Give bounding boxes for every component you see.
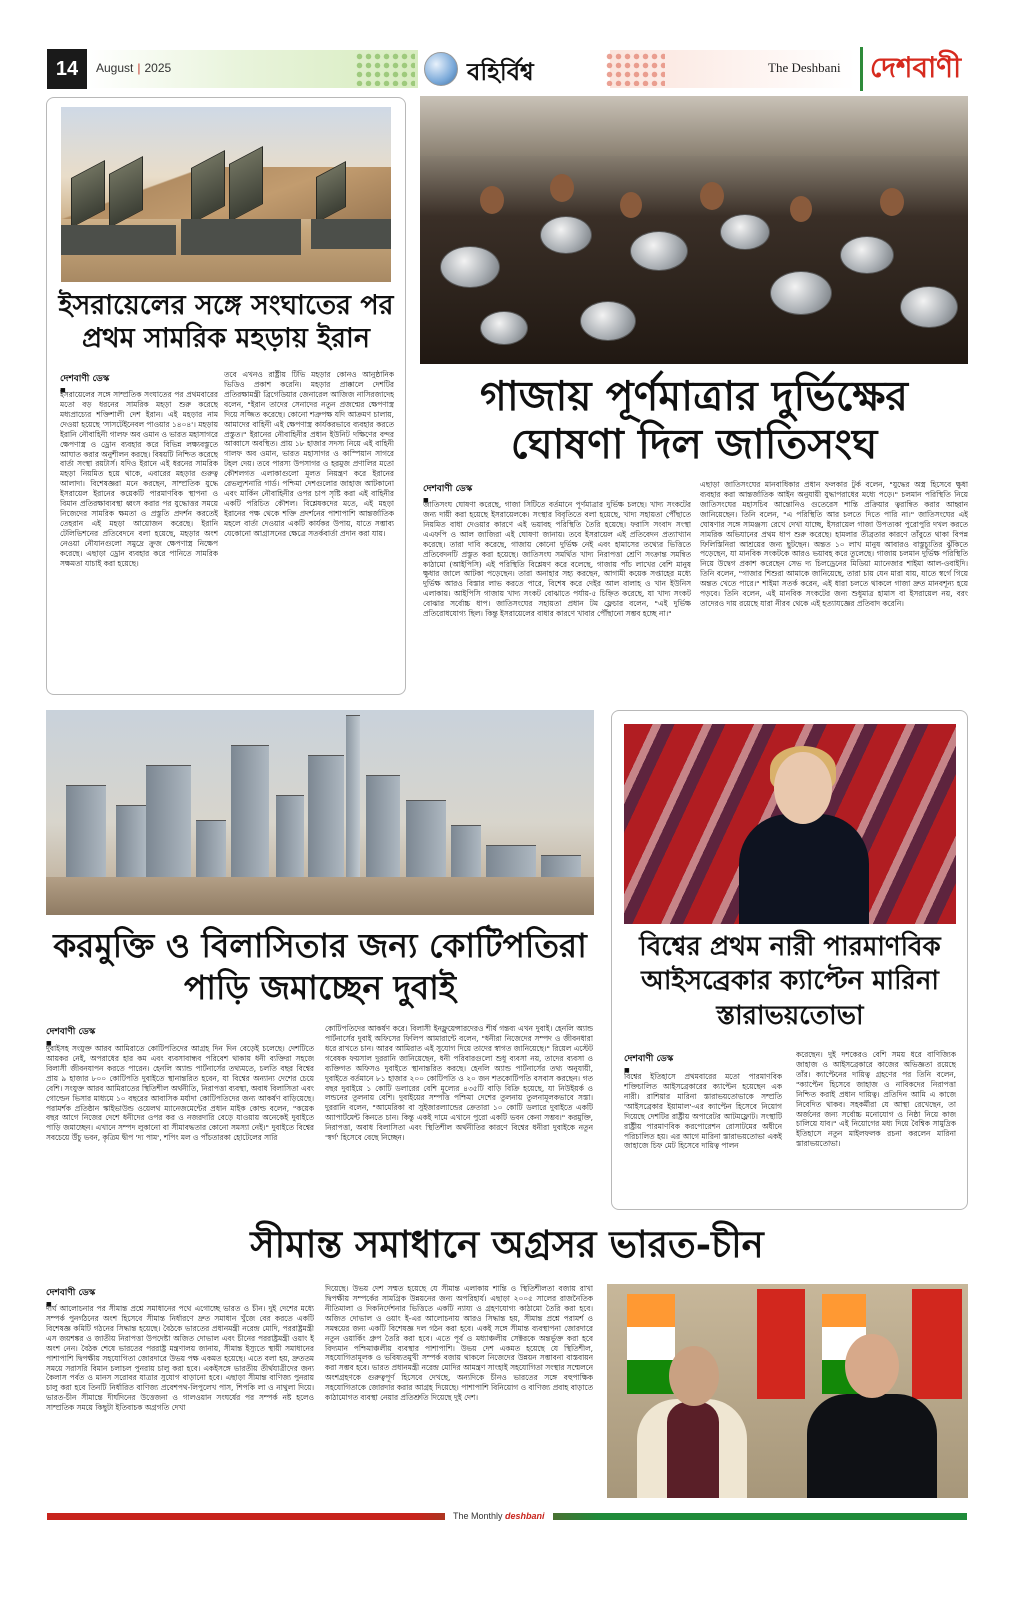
header-dots-left: [355, 52, 415, 86]
iran-headline-line2: প্রথম সামরিক মহড়ায় ইরান: [82, 322, 370, 354]
marina-headline: [615, 930, 965, 1033]
marina-column-1: বিশ্বের ইতিহাসে প্রথমবারের মতো পারমাণবিক শক্তিচালিত আইসব্রেকারের ক্যাপ্টেন হয়েছেন এক নারী। রাশিয়ার মারিনা স্তারাভয়তোভাকে সম্প্রতি 'আইসব্রেকার ইয়ামাল'-এর ক্যাপ্টেন হিসেবে নিয়োগ দিয়েছে দেশটির রাষ্ট্রীয় অপারেটর আটমফ্লোট। সংস্থাটি রাষ্ট্রীয় পারমাণবিক করপোরেশন রোসাটমের অধীনে পরিচালিত হয়। এর আগে মারিনা স্তারাভয়তোভা একই জাহাজে চিফ মেট হিসেবে দায়িত্ব পালন: [624, 1072, 782, 1151]
dubai-skyline-photo: [46, 710, 594, 915]
india-china-headline: সীমান্ত সমাধানে অগ্রসর ভারত-চীন: [250, 1222, 764, 1266]
iran-column-1: ইসরায়েলের সঙ্গে সাম্প্রতিক সংঘাতের পর প্রথমবারের মতো বড় ধরনের সামরিক মহড়া শুরু করেছে মধ্যপ্রাচ্যের শক্তিশালী দেশ ইরান। এই মহড়ার নাম দেওয়া হয়েছে 'সাসটেইনেবল পাওয়ার ১৪০৪'। মহড়ায় ইরানি নৌবাহিনী গালফ অব ওমান ও ভারত মহাসাগরে ক্ষেপণাস্ত্র ও ড্রোন ব্যবহার করে বিভিন্ন লক্ষ্যবস্তুতে আঘাত করার অনুশীলন করছে। বিষয়টি নিশ্চিত করেছে বার্তা সংস্থা রয়টার্স। যদিও ইরানে এই ধরনের সামরিক মহড়া নিয়মিত হয়ে থাকে, এবারের মহড়ার গুরুত্ব আলাদা। বিশেষজ্ঞরা মনে করছেন, সাম্প্রতিক যুদ্ধে ইসরায়েল ইরানের কয়েকটি পারমাণবিক স্থাপনা ও বিমান প্রতিরক্ষাব্যবস্থা ধ্বংস করার পর যুদ্ধোত্তর সময়ে নিজেদের সামরিক ক্ষমতা ও প্রস্তুতি প্রদর্শন করতেই তেহরান এই মহড়া আয়োজন করেছে। ইরানি টেলিভিশনের প্রতিবেদনে বলা হয়েছে, মহড়ার অংশ নেওয়া নৌযানগুলো সমুদ্রে ক্রুজ ক্ষেপণাস্ত্র নিক্ষেপ করেছে। এছাড়া ড্রোন ব্যবহার করে পানিতে সামরিক সক্ষমতা যাচাই করা হয়েছে।: [60, 390, 218, 568]
footer-prefix: The Monthly: [453, 1511, 503, 1521]
gaza-column-2: এছাড়া জাতিসংঘের মানবাধিকার প্রধান ফলকার টুর্ক বলেন, "যুদ্ধের অস্ত্র হিসেবে ক্ষুধা ব্যবহার করা আন্তর্জাতিক আইন অনুযায়ী যুদ্ধাপরাধের মধ্যে পড়ে।" চলমান পরিস্থিতি নিয়ে জাতিসংঘের মহাসচিব আন্তোনিও গুতেরেস শান্তি প্রক্রিয়ার ত্বরান্বিত করার আহ্বান জানিয়েছেন। তিনি বলেন, "এ পরিস্থিতি আর চলতে দিতে পারি না।" জাতিসংঘের এই ঘোষণার সঙ্গে সামঞ্জস্য রেখে দেখা যাচ্ছে, ইসরায়েল গাজা উপত্যকা পুরোপুরি দখল করতে সামরিক অভিযানের প্রথম ধাপ শুরু করেছে। হামলার তীব্রতার কারণে তাঁবুতে থাকা বিপন্ন ফিলিস্তিনিরা আশ্রয়ের জন্য ছুটছেন। অন্তত ১০ লাখ মানুষ আবারও বাস্তুচ্যুতির ঝুঁকিতে পড়েছেন, যা মানবিক সংকটকে আরও ভয়াবহ করে তুলেছে। গাজায় চলমান দুর্ভিক্ষ পরিস্থিতি নিয়ে উদ্বেগ প্রকাশ করেছেন সেভ দ্য চিলড্রেনের মিডিয়া ম্যানেজার শাইমা আল-ওবাইদি। তিনি বলেন, "গাজার শিশুরা আমাকে জানিয়েছে, তারা চায় যেন মারা যায়, যাতে স্বর্গে গিয়ে অন্তত খেতে পারে।" শাইমা সতর্ক করেন, এই ধারা চলতে থাকলে গাজা দ্রুত মানবশূন্য হয়ে পড়বে। তিনি বলেন, এই মানবিক সংকটের জন্য শুধুমাত্র হামাস বা ইসরায়েল নয়, বরং তাদেরও দায় রয়েছে যারা নীরব থেকে এই হত্যাযজ্ঞের প্রতিবাদ করেনি।: [700, 480, 968, 609]
leaders-photo: [607, 1284, 968, 1498]
iran-headline-line1: ইসরায়েলের সঙ্গে সংঘাতের পর: [58, 290, 394, 321]
issue-month: August: [96, 61, 134, 75]
iran-byline: দেশবাণী ডেস্ক ■: [60, 371, 109, 394]
globe-icon: [424, 52, 458, 86]
india-china-byline: দেশবাণী ডেস্ক ■: [46, 1285, 95, 1308]
page-number: 14: [47, 49, 87, 89]
dubai-column-2: কোটিপতিদের আকর্ষণ করে। বিলাসী ইনফ্লুয়েন্সারদেরও শীর্ষ গন্তব্য এখন দুবাই। হেনলি অ্যান্ড পার্টনার্সের দুবাই অফিসের ফিলিপ আমারান্টে বলেন, "ধনীরা নিজেদের সম্পদ ও জীবনধারা ধরে রাখতে চান। আরব আমিরাত এই সুযোগ দিয়ে তাদের স্বাগত জানিয়েছে।" রিয়েল এস্টেট গবেষক ফয়সাল দুররানি জানিয়েছেন, ধনী পরিবারগুলো শুধু ব্যবসা নয়, তাদের ব্যবসা ও ব্যক্তিগত অফিসও দুবাইতে স্থানান্তরিত করছে। হেনলি অ্যান্ড পার্টনার্সের তথ্য অনুযায়ী, দুবাইতে বর্তমানে ৮১ হাজার ২০০ কোটিপতি ও ২০ জন শতকোটিপতি বসবাস করছেন। গত বছর দুবাইয়ে ১ কোটি ডলারের বেশি মূল্যের ৪৩৫টি বাড়ি বিক্রি হয়েছে, যা নিউইয়র্ক ও লন্ডনের তুলনায় বেশি। দুবাইয়ের সম্পত্তি পশ্চিমা দেশের তুলনায় তুলনামূলকভাবে সস্তা। দুররানি বলেন, "আমেরিকা বা সুইজারল্যান্ডের ক্রেতারা ১০ কোটি ডলারে দুবাইতে একটি অ্যাপার্টমেন্ট কিনতে চান। কিন্তু একই দামে এখানে পুরো একটি ভবন কেনা সম্ভব।" করমুক্তি, নিরাপত্তা, অবাধ বিলাসিতা এবং স্থিতিশীল অর্থনীতির কারণে বিশ্বের ধনীরা দুবাইকে নতুন 'স্বর্গ' হিসেবে বেছে নিচ্ছেন।: [325, 1024, 593, 1143]
brand-english: The Deshbani: [768, 60, 841, 75]
section-title: বহির্বিশ্ব: [467, 57, 534, 86]
dubai-byline: দেশবাণী ডেস্ক ■: [46, 1024, 95, 1047]
iran-column-2: তবে এখনও রাষ্ট্রীয় টিভি মহড়ার কোনও আনুষ্ঠানিক ভিডিও প্রকাশ করেনি। মহড়ার প্রাক্কালে দেশটির প্রতিরক্ষামন্ত্রী ব্রিগেডিয়ার জেনারেল আজিজ নাসিরজাদেহ বলেন, "ইরান তাদের সেনাদের নতুন প্রজন্মের ক্ষেপণাস্ত্র দিয়ে সজ্জিত করেছে। কোনো শত্রুপক্ষ যদি আক্রমণ চালায়, আমাদের বাহিনী এই ক্ষেপণাস্ত্র কার্যকরভাবে ব্যবহার করতে প্রস্তুত।" ইরানের নৌবাহিনীর প্রধান ইউনিট দক্ষিণের বন্দর আব্বাসে অবস্থিত। প্রায় ১৮ হাজার সদস্য নিয়ে এই বাহিনী গালফ অব ওমান, ভারত মহাসাগর ও কাস্পিয়ান সাগরে টহল দেয়। তবে পারস্য উপসাগর ও হরমুজ প্রণালির মতো কৌশলগত এলাকাগুলো মূলত নিয়ন্ত্রণ করে ইরানের রেভল্যুশনারি গার্ড। পশ্চিমা দেশগুলোর জাহাজ আটকানো এবং মার্কিন নৌবাহিনীর ওপর চাপ সৃষ্টি করা এই বাহিনীর একটি পরিচিত কৌশল। বিশ্লেষকদের মতে, এই মহড়া ইরানের পক্ষ থেকে শক্তি প্রদর্শনের পাশাপাশি আন্তর্জাতিক মহলে বার্তা দেওয়ার একটি কার্যকর উপায়, যাতে সম্ভাব্য যেকোনো আগ্রাসনের ক্ষেত্রে সতর্কবার্তা প্রদান করা যায়।: [224, 370, 394, 538]
gaza-column-1: জাতিসংঘ ঘোষণা করেছে, গাজা সিটিতে বর্তমানে পূর্ণমাত্রার দুর্ভিক্ষ চলছে। খাদ্য সংকটের জন্য দায়ী করা হয়েছে ইসরায়েলকে। সংস্থার বিবৃতিতে বলা হয়েছে, খাদ্য সহায়তা পৌঁছাতে নিয়মিত বাধা দেওয়ার কারণে এই ভয়াবহ পরিস্থিতি তৈরি হয়েছে। ফরাসি সংবাদ সংস্থা এএফপি ও আল জাজিরা এই ঘোষণা জানায়। তবে ইসরায়েল এই প্রতিবেদন প্রত্যাখ্যান করেছে। তারা দাবি করেছে, গাজায় কোনো দুর্ভিক্ষ নেই এবং হামাসের তথ্যের ভিত্তিতে প্রতিবেদনটি প্রস্তুত করা হয়েছে। জাতিসংঘ সমর্থিত খাদ্য নিরাপত্তা শ্রেণি সংক্রান্ত সমন্বিত কাঠামো (আইপিসি) এই পরিস্থিতি বিশ্লেষণ করে বলেছে, গাজায় পাঁচ লাখের বেশি মানুষ ক্ষুধার জালে আটকা পড়েছেন। তারা অনাহার সহ্য করছেন, আগামী কয়েক সপ্তাহের মধ্যে দুর্ভিক্ষ আরও বিস্তার লাভ করতে পারে, বিশেষ করে দেইর আল বালাহ ও খান ইউনিস এলাকায়। আইপিসি গাজায় খাদ্য সংকট বোঝাতে পর্যায়-৫ চিহ্নিত করেছে, যা খাদ্য সংকট বোঝার সর্বোচ্চ ধাপ। জাতিসংঘের সহায়তা প্রধান টম ফ্লেচার বলেন, "এই দুর্ভিক্ষ প্রতিরোধযোগ্য ছিল। কিন্তু ইসরায়েলের বাধার কারণে খাবার পৌঁছানো সম্ভব হচ্ছে না।": [423, 500, 691, 619]
iran-launcher-photo: [61, 107, 391, 282]
dubai-headline-line1: করমুক্তি ও বিলাসিতার জন্য কোটিপতিরা: [53, 926, 587, 965]
newspaper-logo: দেশবাণী: [860, 47, 968, 91]
gaza-byline: দেশবাণী ডেস্ক ■: [423, 481, 472, 504]
issue-year: 2025: [144, 61, 172, 75]
gaza-headline: [420, 372, 968, 469]
iran-headline: [50, 290, 402, 356]
footer-brand: deshbani: [505, 1511, 545, 1521]
marina-headline-line1: বিশ্বের প্রথম নারী পারমাণবিক: [639, 932, 941, 962]
marina-headline-line3: স্তারাভয়তোভা: [716, 1000, 864, 1031]
gaza-crowd-photo: [420, 96, 968, 364]
marina-captain-photo: [624, 724, 956, 924]
india-china-column-2: দিয়েছে। উভয় দেশ সম্মত হয়েছে যে সীমান্ত এলাকায় শান্তি ও স্থিতিশীলতা বজায় রাখা দ্বিপক্ষীয় সম্পর্কের সামগ্রিক উন্নয়নের জন্য অপরিহার্য। এছাড়া ২০০৫ সালের রাজনৈতিক নীতিমালা ও দিকনির্দেশনার ভিত্তিতে একটি ন্যায্য ও গ্রহণযোগ্য কাঠামো তৈরি করা হবে। অজিত দোভাল ও ওয়াং ই-এর আলোচনায় আরও সিদ্ধান্ত হয়, সীমান্ত প্রশ্নে পরামর্শ ও সমন্বয়ের জন্য একটি বিশেষজ্ঞ দল গঠন করা হবে। একই সঙ্গে সীমান্ত ব্যবস্থাপনা জোরদারে নতুন ওয়ার্কিং গ্রুপ তৈরি করা হবে। এতে পূর্ব ও মধ্যাঞ্চলীয় সেক্টরকে অন্তর্ভুক্ত করা হবে বিদ্যমান পশ্চিমাঞ্চলীয় ব্যবস্থার পাশাপাশি। উভয় দেশ একমত হয়েছে যে স্থিতিশীল, সহযোগিতামূলক ও ভবিষ্যতমুখী সম্পর্ক বজায় থাকলে নিজেদের উন্নয়ন সম্ভাবনা বাস্তবায়ন করা সম্ভব হবে। ভারত প্রধানমন্ত্রী নরেন্দ্র মোদির আমন্ত্রণ সাংহাই সহযোগিতা সংস্থার সম্মেলনে অংশগ্রহণকে গুরুত্বপূর্ণ হিসেবে দেখছে, অন্যদিকে চীনও ভারতের সঙ্গে বহুপাক্ষিক সহযোগিতাকে জোরদার করার আগ্রহ দিয়েছে। পাশাপাশি বিনিয়োগ ও বাণিজ্য প্রবাহ বাড়াতে কাঠামোগত ব্যবস্থা নেয়ার প্রতিশ্রুতি দিয়েছে দুই দেশ।: [325, 1284, 593, 1403]
marina-byline: দেশবাণী ডেস্ক ■: [624, 1051, 673, 1074]
marina-column-2: করেছেন। দুই দশকেরও বেশি সময় ধরে বাণিজ্যিক জাহাজ ও আইসব্রেকারে কাজের অভিজ্ঞতা রয়েছে তাঁর। ক্যাপ্টেনের দায়িত্ব গ্রহণের পর তিনি বলেন, "ক্যাপ্টেন হিসেবে জাহাজ ও নাবিকদের নিরাপত্তা নিশ্চিত করাই প্রধান দায়িত্ব। প্রতিদিন আমি এ কাজে নিবেদিত থাকব। সহকর্মীরা যে আস্থা রেখেছেন, তা অর্জনের জন্য সর্বোচ্চ মনোযোগ ও নিষ্ঠা নিয়ে কাজ চালিয়ে যাব।" এই নিয়োগের মধ্য দিয়ে বৈশ্বিক সামুদ্রিক ইতিহাসে নতুন মাইলফলক রচনা করলেন মারিনা স্তারাভয়তোভা।: [796, 1050, 956, 1149]
marina-headline-line2: আইসব্রেকার ক্যাপ্টেন মারিনা: [641, 966, 939, 997]
issue-date: [96, 61, 171, 75]
gaza-headline-line1: গাজায় পূর্ণমাত্রার দুর্ভিক্ষের: [480, 372, 908, 420]
dubai-column-1: দুবাইসহ সংযুক্ত আরব আমিরাতে কোটিপতিদের আগ্রহ দিন দিন বেড়েই চলেছে। দেশটিতে আয়কর নেই, অপরাধের হার কম এবং ব্যবসাবান্ধব পরিবেশ থাকায় ধনী ব্যক্তিরা সহজে বিলাসী জীবনযাপন করতে পারেন। হেনলি অ্যান্ড পার্টনার্সের তথ্যমতে, চলতি বছর বিশ্বের প্রায় ৯ হাজার ৮০০ কোটিপতি দুবাইতে স্থানান্তরিত হবেন, যা বিশ্বের অন্যান্য দেশের চেয়ে বেশি। সংযুক্ত আরব আমিরাতের স্থিতিশীল অর্থনীতি, নিরাপত্তা ব্যবস্থা, অবাধ বিলাসিতা এবং গোল্ডেন ভিসার মাধ্যমে ১০ বছরের আবাসিক মর্যাদা কোটিপতিদের জন্য আকর্ষণ বাড়িয়েছে। পরামর্শক প্রতিষ্ঠান স্কাইভাউন্ড ওয়েলথ ম্যানেজমেন্টের প্রধান মাইক কোল্ড বলেন, "কয়েক বছর আগে নিজের দেশে ধনীদের ওপর কর ও নজরদারি বেড়ে যাওয়ায় অনেকেই দুবাইতে পাড়ি জমাচ্ছেন। এখানে সম্পদ লুকানো বা সীমাবদ্ধতার কোনো সমস্যা নেই।" দুবাইতে বিশ্বের সবচেয়ে উঁচু ভবন, কৃত্রিম দ্বীপ 'দ্য পাম', শপিং মল ও পাঁচতারকা হোটেলের সারি: [46, 1044, 314, 1143]
india-china-column-1: দীর্ঘ আলোচনার পর সীমান্ত প্রশ্নে সমাধানের পথে এগোচ্ছে ভারত ও চীন। দুই দেশের মধ্যে সম্পর্ক পুনর্গঠনের অংশ হিসেবে সীমান্ত নির্ধারণে দ্রুত সমাধান খুঁজে বের করতে একটি বিশেষজ্ঞ কমিটি গঠনের সিদ্ধান্ত হয়েছে। বৈঠকে ভারতের প্রধানমন্ত্রী নরেন্দ্র মোদি, পররাষ্ট্রমন্ত্রী এস জয়শঙ্কর ও জাতীয় নিরাপত্তা উপদেষ্টা অজিত দোভাল এবং চীনের পররাষ্ট্রমন্ত্রী ওয়াং ই অংশ নেন। বৈঠক শেষে ভারতের পররাষ্ট্র মন্ত্রণালয় জানায়, সীমান্ত ইস্যুতে স্থায়ী সমাধানের পাশাপাশি দ্বিপক্ষীয় সহযোগিতা জোরদারে উভয় পক্ষ একমত হয়েছে। এতে বলা হয়, দ্রুততম সময়ে সরাসরি বিমান চলাচল পুনরায় চালু করা হবে। একইসঙ্গে ভারতীয় তীর্থযাত্রীদের জন্য কৈলাস পর্বত ও মানস সরোবর যাত্রার সুযোগ বাড়ানো হবে। এছাড়া সীমান্ত বাণিজ্য পুনরায় চালু করা হবে তিনটি নির্ধারিত বাণিজ্য প্রবেশপথ-লিপুলেখ পাস, শিপকি লা ও নাথুলা দিয়ে। ভারত-চীন সীমান্তে দীর্ঘদিনের উত্তেজনা ও গালওয়ান সংঘর্ষের পর সম্পর্ক নষ্ট হলেও সাম্প্রতিক সময়ে কিছুটা ইতিবাচক অগ্রগতি দেখা: [46, 1304, 314, 1413]
gaza-headline-line2: ঘোষণা দিল জাতিসংঘ: [510, 420, 878, 469]
footer-text: [445, 1511, 553, 1521]
dubai-headline: [46, 925, 594, 1009]
dubai-headline-line2: পাড়ি জমাচ্ছেন দুবাই: [183, 968, 456, 1008]
header-dots-right: [605, 52, 665, 86]
date-separator: |: [137, 61, 141, 75]
